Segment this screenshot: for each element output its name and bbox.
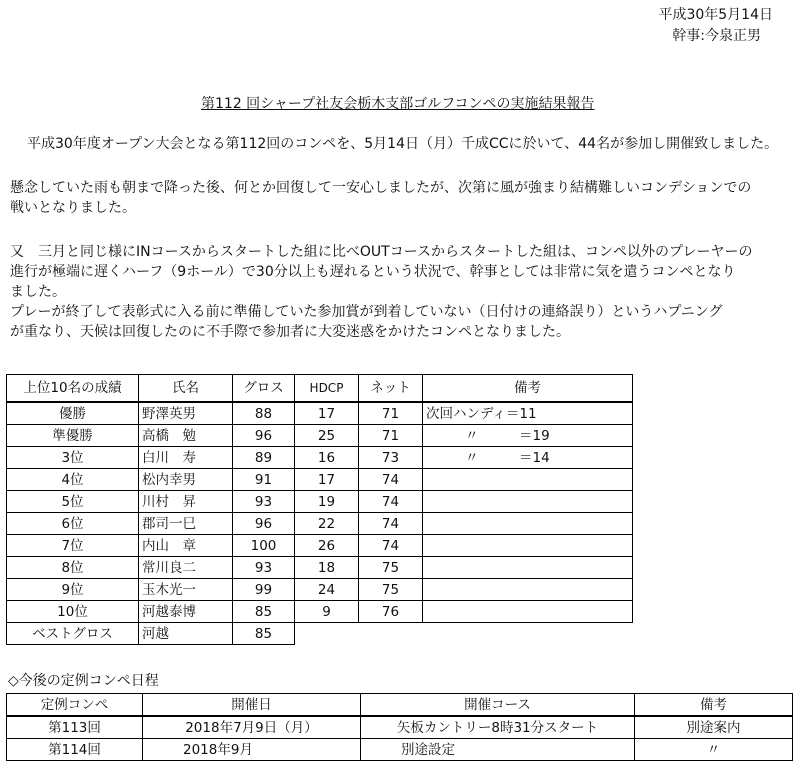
- empty-cell: [295, 623, 359, 645]
- col-header-rank: 上位10名の成績: [7, 375, 139, 403]
- name-cell: 川村 昇: [139, 491, 233, 513]
- notes-cell: [423, 557, 633, 579]
- schedule-header-row: [7, 694, 793, 717]
- col-header-notes: 備考: [423, 375, 633, 403]
- table-row: [7, 402, 633, 425]
- paragraph-3-line-2: 進行が極端に遅くハーフ（9ホール）で30分以上も遅れるという状況で、幹事としては非常に気を遣うコンペとなり: [10, 264, 736, 280]
- table-row: [7, 535, 633, 557]
- gross-cell: 93: [233, 491, 295, 513]
- gross-cell: 100: [233, 535, 295, 557]
- table-row: [7, 425, 633, 447]
- col-header-hdcp: HDCP: [295, 375, 359, 403]
- best-gross-score: 85: [233, 623, 295, 645]
- net-cell: 75: [359, 579, 423, 601]
- gross-cell: 99: [233, 579, 295, 601]
- hdcp-cell: 19: [295, 491, 359, 513]
- name-cell: 常川良二: [139, 557, 233, 579]
- name-cell: 野澤英男: [139, 402, 233, 425]
- gross-cell: 85: [233, 601, 295, 623]
- report-date: 平成30年5月14日: [658, 7, 773, 23]
- col-header-course: 開催コース: [361, 694, 635, 717]
- notes-cell: 次回ハンディ＝11: [423, 402, 633, 425]
- hdcp-cell: 26: [295, 535, 359, 557]
- net-cell: 71: [359, 402, 423, 425]
- net-cell: 74: [359, 469, 423, 491]
- rank-cell: 4位: [7, 469, 139, 491]
- table-row: [7, 469, 633, 491]
- rank-cell: 5位: [7, 491, 139, 513]
- col-header-date: 開催日: [143, 694, 361, 717]
- name-cell: 松内幸男: [139, 469, 233, 491]
- rank-cell: 9位: [7, 579, 139, 601]
- hdcp-cell: 9: [295, 601, 359, 623]
- notes-cell: [423, 469, 633, 491]
- notes-cell: 別途案内: [635, 716, 793, 739]
- hdcp-cell: 24: [295, 579, 359, 601]
- col-header-name: 氏名: [139, 375, 233, 403]
- gross-cell: 96: [233, 425, 295, 447]
- schedule-table: [6, 693, 793, 761]
- event-cell: 第113回: [7, 716, 143, 739]
- paragraph-1: [27, 134, 778, 154]
- table-row: [7, 513, 633, 535]
- hdcp-cell: 17: [295, 402, 359, 425]
- hdcp-cell: 16: [295, 447, 359, 469]
- rank-cell: 7位: [7, 535, 139, 557]
- name-cell: 内山 章: [139, 535, 233, 557]
- notes-cell: [423, 491, 633, 513]
- name-cell: 高橋 勉: [139, 425, 233, 447]
- paragraph-2: [10, 178, 751, 218]
- net-cell: 74: [359, 513, 423, 535]
- paragraph-3-line-4: プレーが終了して表彰式に入る前に準備していた参加賞が到着していない（日付けの連絡誤り）というハプニング: [10, 304, 723, 320]
- gross-cell: 88: [233, 402, 295, 425]
- notes-cell: [423, 601, 633, 623]
- hdcp-cell: 22: [295, 513, 359, 535]
- hdcp-cell: 25: [295, 425, 359, 447]
- paragraph-3-line-1: 又 三月と同じ様にINコースからスタートした組に比べOUTコースからスタートした組は、コンペ以外のプレーヤーの: [10, 244, 753, 260]
- notes-cell: 〃 ＝14: [423, 447, 633, 469]
- net-cell: 75: [359, 557, 423, 579]
- net-cell: 71: [359, 425, 423, 447]
- col-header-event: 定例コンペ: [7, 694, 143, 717]
- net-cell: 73: [359, 447, 423, 469]
- table-row: [7, 739, 793, 761]
- rank-cell: 6位: [7, 513, 139, 535]
- table-row: [7, 716, 793, 739]
- net-cell: 74: [359, 491, 423, 513]
- hdcp-cell: 18: [295, 557, 359, 579]
- schedule-heading: ◇今後の定例コンペ日程: [8, 673, 159, 689]
- rank-cell: 8位: [7, 557, 139, 579]
- paragraph-1-line-1: 平成30年度オープン大会となる第112回のコンペを、5月14日（月）千成CCに於いて、44名が参加し開催致しました。: [27, 136, 779, 152]
- notes-cell: 〃: [635, 739, 793, 761]
- gross-cell: 89: [233, 447, 295, 469]
- notes-cell: [423, 579, 633, 601]
- report-title: 第112 回シャープ社友会栃木支部ゴルフコンペの実施結果報告: [201, 96, 595, 112]
- table-row: [7, 447, 633, 469]
- gross-cell: 91: [233, 469, 295, 491]
- notes-cell: [423, 535, 633, 557]
- empty-cell: [423, 623, 633, 645]
- date-cell: 2018年7月9日（月）: [143, 716, 361, 739]
- rank-cell: 優勝: [7, 402, 139, 425]
- best-gross-name: 河越: [139, 623, 233, 645]
- rank-cell: 準優勝: [7, 425, 139, 447]
- table-row: [7, 579, 633, 601]
- course-cell: 矢板カントリー8時31分スタート: [361, 716, 635, 739]
- date-cell: 2018年9月: [143, 739, 361, 761]
- table-row: [7, 601, 633, 623]
- gross-cell: 93: [233, 557, 295, 579]
- net-cell: 74: [359, 535, 423, 557]
- best-gross-label: ベストグロス: [7, 623, 139, 645]
- course-cell: 別途設定: [361, 739, 635, 761]
- table-row: [7, 557, 633, 579]
- paragraph-3: [10, 242, 752, 342]
- name-cell: 郡司一巳: [139, 513, 233, 535]
- notes-cell: [423, 513, 633, 535]
- table-row: [7, 491, 633, 513]
- organizer-name: 幹事:今泉正男: [672, 28, 761, 44]
- event-cell: 第114回: [7, 739, 143, 761]
- best-gross-row: [7, 623, 633, 645]
- col-header-notes: 備考: [635, 694, 793, 717]
- results-header-row: [7, 375, 633, 403]
- col-header-net: ネット: [359, 375, 423, 403]
- net-cell: 76: [359, 601, 423, 623]
- results-table: [6, 374, 633, 645]
- paragraph-3-line-5: が重なり、天候は回復したのに不手際で参加者に大変迷惑をかけたコンペとなりました。: [10, 324, 570, 340]
- name-cell: 玉木光一: [139, 579, 233, 601]
- gross-cell: 96: [233, 513, 295, 535]
- paragraph-3-line-3: ました。: [10, 284, 66, 300]
- paragraph-2-line-1: 懸念していた雨も朝まで降った後、何とか回復して一安心しましたが、次第に風が強まり結構難しいコンデションでの: [10, 180, 752, 196]
- paragraph-2-line-2: 戦いとなりました。: [10, 200, 136, 216]
- col-header-gross: グロス: [233, 375, 295, 403]
- hdcp-cell: 17: [295, 469, 359, 491]
- rank-cell: 3位: [7, 447, 139, 469]
- empty-cell: [359, 623, 423, 645]
- rank-cell: 10位: [7, 601, 139, 623]
- name-cell: 河越泰博: [139, 601, 233, 623]
- name-cell: 白川 寿: [139, 447, 233, 469]
- notes-cell: 〃 ＝19: [423, 425, 633, 447]
